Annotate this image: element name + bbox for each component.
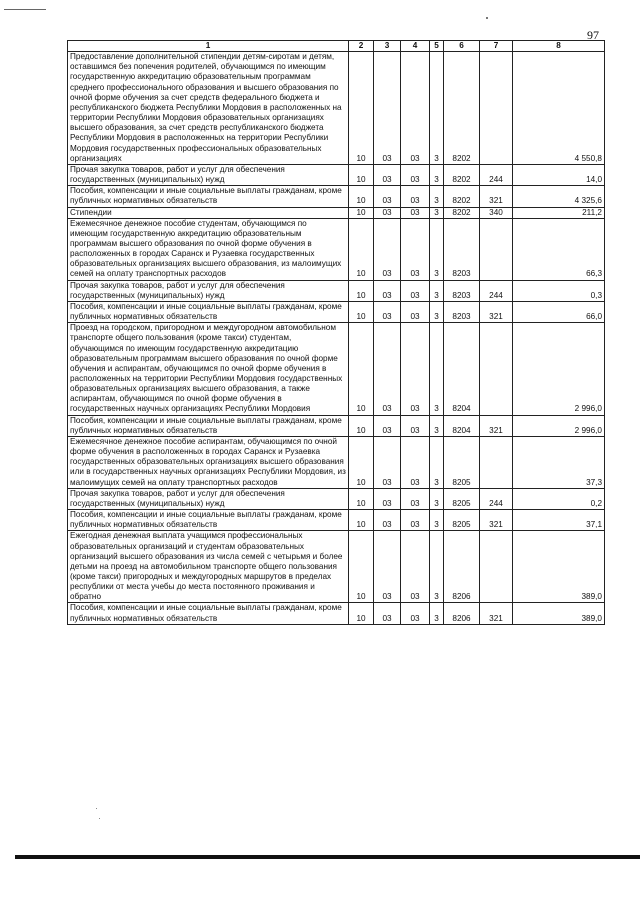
subsection-cell: 03 [374,218,401,280]
table-row [68,52,605,165]
group-cell: 03 [401,603,430,624]
description-cell: Прочая закупка товаров, работ и услуг для обеспечения государственных (муниципальных) нужд [68,280,349,301]
table-row [68,207,605,218]
group-cell: 03 [401,164,430,185]
expense-type-cell [480,52,513,165]
section-cell: 10 [349,164,374,185]
expense-type-cell [480,436,513,488]
subsection-cell: 03 [374,52,401,165]
section-cell: 10 [349,207,374,218]
section-cell: 10 [349,301,374,322]
subsection-cell: 03 [374,436,401,488]
amount-cell: 2 996,0 [513,415,605,436]
expense-type-cell: 321 [480,301,513,322]
item-code-cell: 8202 [444,164,480,185]
section-cell: 10 [349,510,374,531]
group-cell: 03 [401,323,430,415]
program-cell: 3 [430,207,444,218]
expense-type-cell: 321 [480,415,513,436]
group-cell: 03 [401,531,430,603]
group-cell: 03 [401,301,430,322]
program-cell: 3 [430,415,444,436]
table-header-row [68,41,605,52]
program-cell: 3 [430,436,444,488]
program-cell: 3 [430,164,444,185]
expense-type-cell [480,531,513,603]
description-cell: Пособия, компенсации и иные социальные выплаты гражданам, кроме публичных нормативных обязательств [68,603,349,624]
program-cell: 3 [430,531,444,603]
item-code-cell: 8204 [444,323,480,415]
top-left-rule [4,9,46,10]
section-cell: 10 [349,323,374,415]
description-cell: Ежемесячное денежное пособие студентам, обучающимся по имеющим государственную аккредитацию образовательным программам высшего образования по очной форме обучения в расположенных в городах Саранск и Рузаевка государственных образовательных организациях высшего образования, из малоимущих семей на оплату транспортных расходов [68,218,349,280]
group-cell: 03 [401,488,430,509]
amount-cell: 14,0 [513,164,605,185]
table-row [68,415,605,436]
program-cell: 3 [430,488,444,509]
bottom-rule [15,855,640,859]
group-cell: 03 [401,207,430,218]
description-cell: Пособия, компенсации и иные социальные выплаты гражданам, кроме публичных нормативных обязательств [68,415,349,436]
amount-cell: 4 325,6 [513,186,605,207]
group-cell: 03 [401,436,430,488]
section-cell: 10 [349,218,374,280]
item-code-cell: 8205 [444,510,480,531]
expense-type-cell [480,323,513,415]
description-cell: Прочая закупка товаров, работ и услуг для обеспечения государственных (муниципальных) нужд [68,488,349,509]
table-row [68,280,605,301]
table-row [68,531,605,603]
description-cell: Стипендии [68,207,349,218]
program-cell: 3 [430,301,444,322]
item-code-cell: 8204 [444,415,480,436]
table-row [68,488,605,509]
description-cell: Предоставление дополнительной стипендии детям-сиротам и детям, оставшимся без попечения родителей, обучающимся по имеющим государственную аккредитацию образовательным программам среднего профессионального образования и высшего образования по очной форме обучения за счет средств федерального бюджета и республиканского бюджета Республики Мордовия в расположенных на территории Республики Мордовия образовательных организациях высшего образования, за счет средств республиканского бюджета Республики Мордовия в расположенных на территории Республики Мордовия государственных профессиональных образовательных организациях [68,52,349,165]
description-cell: Пособия, компенсации и иные социальные выплаты гражданам, кроме публичных нормативных обязательств [68,510,349,531]
scan-mark [486,17,488,19]
item-code-cell: 8202 [444,207,480,218]
subsection-cell: 03 [374,531,401,603]
table-body [68,52,605,625]
table-row [68,186,605,207]
item-code-cell: 8206 [444,603,480,624]
table-row [68,301,605,322]
amount-cell: 37,3 [513,436,605,488]
expense-type-cell: 244 [480,164,513,185]
budget-table [67,40,605,625]
subsection-cell: 03 [374,280,401,301]
program-cell: 3 [430,510,444,531]
table-row [68,510,605,531]
program-cell: 3 [430,323,444,415]
table-row [68,218,605,280]
expense-type-cell: 340 [480,207,513,218]
page-number: 97 [587,28,599,42]
group-cell: 03 [401,186,430,207]
section-cell: 10 [349,531,374,603]
group-cell: 03 [401,415,430,436]
scan-speck [96,808,97,809]
table-row [68,603,605,624]
amount-cell: 211,2 [513,207,605,218]
section-cell: 10 [349,488,374,509]
subsection-cell: 03 [374,323,401,415]
description-cell: Прочая закупка товаров, работ и услуг для обеспечения государственных (муниципальных) нужд [68,164,349,185]
subsection-cell: 03 [374,301,401,322]
header-cell: 7 [480,41,513,52]
amount-cell: 66,0 [513,301,605,322]
table-row [68,164,605,185]
expense-type-cell: 244 [480,488,513,509]
section-cell: 10 [349,186,374,207]
program-cell: 3 [430,218,444,280]
program-cell: 3 [430,52,444,165]
program-cell: 3 [430,186,444,207]
subsection-cell: 03 [374,488,401,509]
amount-cell: 37,1 [513,510,605,531]
subsection-cell: 03 [374,510,401,531]
item-code-cell: 8203 [444,280,480,301]
program-cell: 3 [430,603,444,624]
description-cell: Пособия, компенсации и иные социальные выплаты гражданам, кроме публичных нормативных обязательств [68,301,349,322]
expense-type-cell: 321 [480,186,513,207]
amount-cell: 389,0 [513,603,605,624]
header-cell: 6 [444,41,480,52]
amount-cell: 66,3 [513,218,605,280]
header-cell: 2 [349,41,374,52]
scan-speck [99,818,100,819]
expense-type-cell [480,218,513,280]
expense-type-cell: 244 [480,280,513,301]
header-cell: 8 [513,41,605,52]
section-cell: 10 [349,415,374,436]
amount-cell: 2 996,0 [513,323,605,415]
description-cell: Проезд на городском, пригородном и междугородном автомобильном транспорте общего пользования (кроме такси) студентам, обучающимся по имеющим государственную аккредитацию образовательным программам высшего образования по очной форме обучения и аспирантам, обучающимся по очной форме обучения в расположенных на территории Республики Мордовия государственных образовательных организациях высшего образования, а также аспирантам, обучающимся по очной форме обучения в государственных научных организациях Республики Мордовия [68,323,349,415]
program-cell: 3 [430,280,444,301]
header-cell: 3 [374,41,401,52]
expense-type-cell: 321 [480,510,513,531]
description-cell: Пособия, компенсации и иные социальные выплаты гражданам, кроме публичных нормативных обязательств [68,186,349,207]
section-cell: 10 [349,280,374,301]
header-cell: 5 [430,41,444,52]
amount-cell: 0,3 [513,280,605,301]
expense-type-cell: 321 [480,603,513,624]
group-cell: 03 [401,52,430,165]
subsection-cell: 03 [374,164,401,185]
subsection-cell: 03 [374,603,401,624]
table-row [68,323,605,415]
table-row [68,436,605,488]
amount-cell: 0,2 [513,488,605,509]
section-cell: 10 [349,436,374,488]
subsection-cell: 03 [374,207,401,218]
amount-cell: 4 550,8 [513,52,605,165]
description-cell: Ежегодная денежная выплата учащимся профессиональных образовательных организаций и студентам образовательных организаций высшего образования из числа семей с четырьмя и более детьми на проезд на автомобильном транспорте общего пользования (кроме такси) пригородных и междугородных маршрутов в пределах республики от места учебы до места постоянного проживания и обратно [68,531,349,603]
group-cell: 03 [401,280,430,301]
item-code-cell: 8205 [444,488,480,509]
group-cell: 03 [401,218,430,280]
header-cell: 1 [68,41,349,52]
header-cell: 4 [401,41,430,52]
item-code-cell: 8202 [444,52,480,165]
item-code-cell: 8205 [444,436,480,488]
subsection-cell: 03 [374,186,401,207]
item-code-cell: 8202 [444,186,480,207]
item-code-cell: 8203 [444,301,480,322]
section-cell: 10 [349,603,374,624]
amount-cell: 389,0 [513,531,605,603]
section-cell: 10 [349,52,374,165]
subsection-cell: 03 [374,415,401,436]
description-cell: Ежемесячное денежное пособие аспирантам, обучающимся по очной форме обучения в расположенных в городах Саранск и Рузаевка государственных образовательных организациях высшего образования или в государственных научных организациях Республики Мордовия, из малоимущих семей на оплату транспортных расходов [68,436,349,488]
item-code-cell: 8206 [444,531,480,603]
item-code-cell: 8203 [444,218,480,280]
group-cell: 03 [401,510,430,531]
